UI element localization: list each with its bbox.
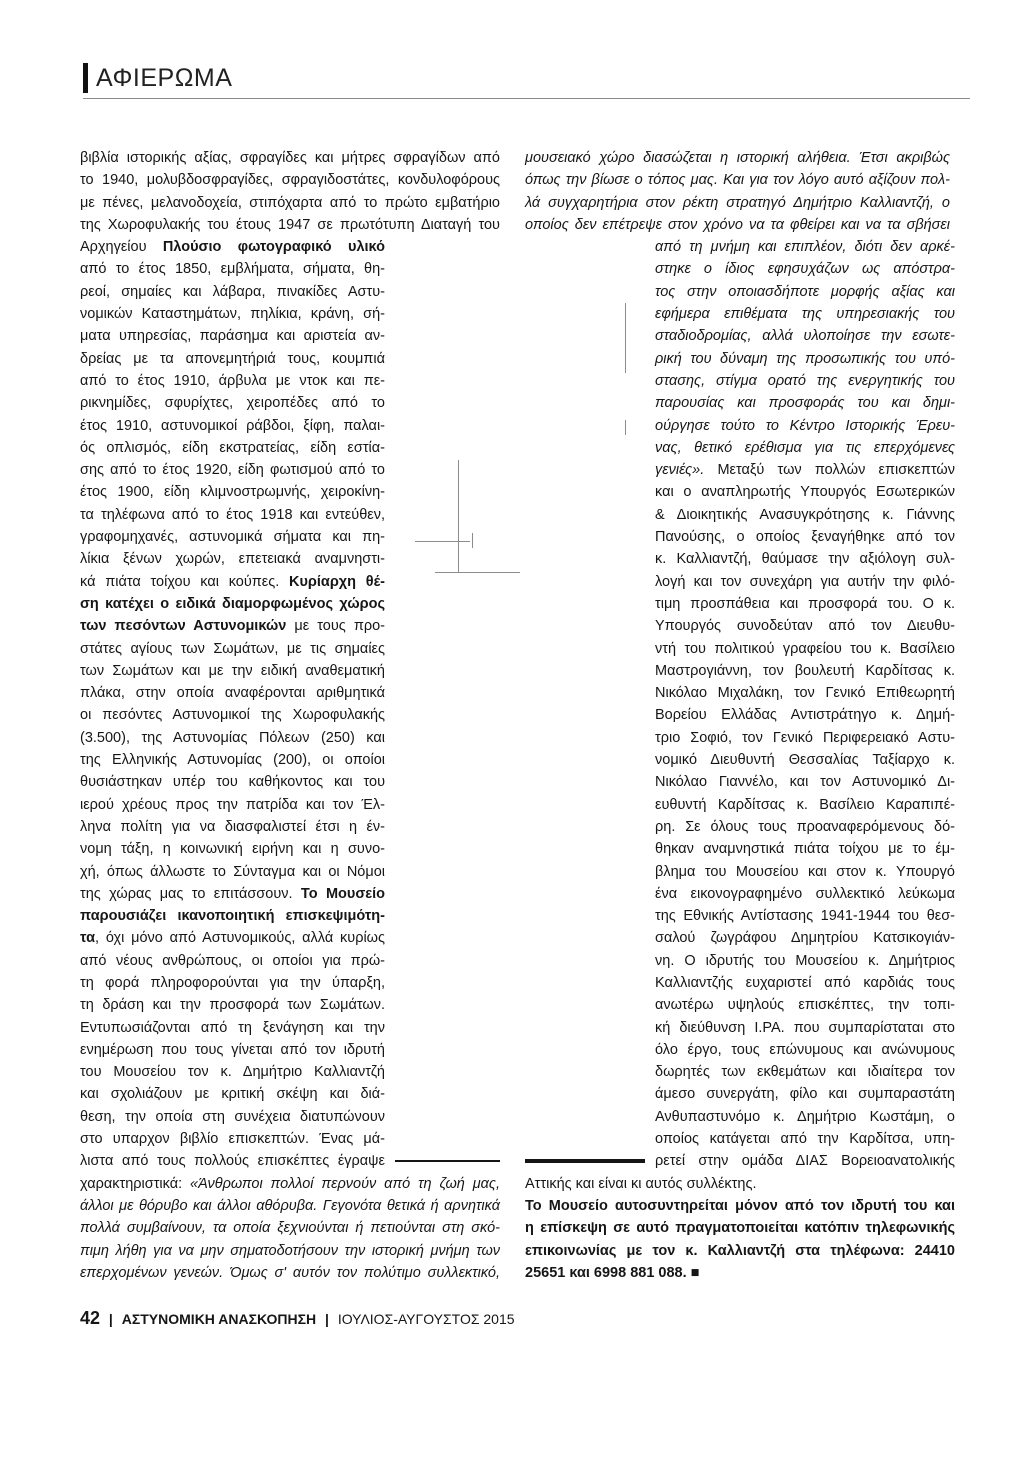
header-rule: [83, 98, 970, 99]
text-line: [655, 1017, 955, 1039]
text-line: [80, 972, 385, 994]
text-line: [80, 638, 385, 660]
line-text: το 1940, μολυβδοσφραγίδες, σφραγιδοστάτες, κονδυλοφόρους: [80, 172, 500, 189]
text-line: [80, 1173, 500, 1195]
photo-frame-rule: [395, 1160, 500, 1162]
line-text: με πένες, μελανοδοχεία, στιπόχαρτα από το πρώτο εμβατήριο: [80, 194, 500, 211]
line-text: νομικών Καταστημάτων, πηλίκια, κράνη, σή-: [80, 306, 385, 323]
text-line: [655, 972, 955, 994]
text-line: [80, 147, 500, 169]
line-text: & Διοικητικής Ανασυγκρότησης κ. Γιάννης: [655, 506, 955, 523]
text-line: [655, 236, 955, 258]
text-line: [655, 749, 955, 771]
text-line: [655, 1128, 955, 1150]
line-text: [655, 236, 955, 258]
text-line: [655, 481, 955, 503]
photo-frame-rule: [472, 533, 473, 548]
text-run: γενιές».: [655, 462, 705, 479]
line-text: έτος 1910, αστυνομικοί ράβδοι, ξίφη, παλαι-: [80, 417, 385, 434]
line-text: ένα εικονογραφημένο συλλεκτικό λεύκωμα: [655, 885, 955, 902]
line-text: έτος 1900, είδη κλιμνοστρωμνής, χειροκίνη-: [80, 484, 385, 501]
line-text: των Σωμάτων και με την ειδική αναθεματική: [80, 662, 385, 679]
text-run: παρουσιάζει ικανοποιητική επισκεψιμότη-: [80, 908, 385, 925]
text-run: παρουσίας και προσφοράς του και δημι-: [655, 395, 955, 412]
photo-frame-rule: [525, 1159, 645, 1163]
line-text: Νικόλαο Μιχαλάκη, τον Γενικό Επιθεωρητή: [655, 685, 955, 702]
text-run: στηκε ο ίδιος εφησυχάζων ως απόστρα-: [655, 261, 955, 278]
line-text: ευθυντή Καρδίτσας κ. Βασίλειο Καραπιπέ-: [655, 796, 955, 813]
text-run: στασης, στίγμα ορατό της ενεργητικής του: [655, 372, 955, 389]
line-text: [80, 1195, 500, 1217]
text-line: [655, 392, 955, 414]
text-line: [655, 727, 955, 749]
text-line: [655, 437, 955, 459]
line-text: [655, 392, 955, 414]
text-run: Αρχηγείου: [80, 239, 163, 256]
line-text: πλάκα, στην οποία αναφέρονται αριθμητικά: [80, 685, 385, 702]
line-text: της Ελληνικής Αστυνομίας (200), οι οποίοι: [80, 752, 385, 769]
line-text: ανωτέρω υψηλούς επισκέπτες, την τοπι-: [655, 997, 955, 1014]
text-line: [80, 571, 385, 593]
text-line: [80, 861, 385, 883]
line-text: χή, όπως άλλωστε το Σύνταγμα και οι Νόμοι: [80, 863, 385, 880]
text-line: [80, 348, 385, 370]
text-line: [655, 660, 955, 682]
line-text: όπως την βίωσε ο τόπος μας. Και για τον λόγο αυτό αξίζουν πολ-: [525, 172, 950, 189]
line-text: της Χωροφυλακής του έτους 1947 σε πρωτότυπη Διαταγή του: [80, 216, 500, 233]
text-line: [655, 303, 955, 325]
text-run: Πλούσιο φωτογραφικό υλικό: [162, 239, 385, 256]
line-text: τη φορά πληροφορούνται για την ύπαρξη,: [80, 974, 385, 991]
line-text: σης από το έτος 1920, είδη φωτισμού από το: [80, 462, 385, 479]
text-line: [655, 571, 955, 593]
text-run: άλλοι με θόρυβο και άλλοι αθόρυβα. Γεγονότα θετικά ή αρνητικά: [80, 1198, 500, 1215]
text-line: [80, 1128, 385, 1150]
text-run: τος στην οποιασδήποτε μορφής αξίας και: [655, 283, 955, 300]
line-text: Υπουργός συνοδεύταν από τον Διευθυ-: [655, 618, 955, 635]
line-text: κή διεύθυνση Ι.ΡΑ. που συμπαρίσταται στο: [655, 1019, 955, 1036]
line-text: Πανούσης, ο οποίος ξεναγήθηκε από τον: [655, 529, 955, 546]
text-line: [655, 1039, 955, 1061]
text-line: [655, 838, 955, 860]
text-run: , όχι μόνο από Αστυνομικούς, αλλά κυρίως: [94, 930, 385, 947]
text-line: [655, 771, 955, 793]
text-line: [80, 1217, 500, 1239]
text-line: [80, 950, 385, 972]
text-line: [655, 905, 955, 927]
text-line: [80, 771, 385, 793]
line-text: γραφομηχανές, αστυνομικά σήματα και πη-: [80, 529, 385, 546]
text-line: [655, 281, 955, 303]
line-text: νη. Ο ιδρυτής του Μουσείου κ. Δημήτριος: [655, 952, 955, 969]
text-run: πολλά συμβαίνουν, τα οποία ξεχνιούνται ή πετιούνται στη σκό-: [80, 1220, 500, 1237]
photo-frame-rule: [458, 460, 459, 572]
line-text: Καλλιαντζής ευχαριστεί από καρδιάς τους: [655, 974, 955, 991]
text-run: από τη μνήμη και επιπλέον, διότι δεν αρκέ-: [655, 239, 955, 256]
text-line: [655, 348, 955, 370]
text-line: [655, 1061, 955, 1083]
text-run: επερχομένων γενεών. Όμως σ' αυτόν τον πολύτιμο συλλεκτικό,: [80, 1264, 500, 1281]
text-line: [80, 214, 500, 236]
text-line: [80, 794, 385, 816]
text-line: [80, 236, 385, 258]
line-text: [655, 325, 955, 347]
photo-frame-rule: [625, 303, 626, 373]
line-text: η επίσκεψη σε αυτό πραγματοποιείται κατόπιν τηλεφωνικής: [525, 1220, 955, 1237]
line-text: [80, 615, 385, 637]
text-run: τα: [80, 930, 95, 947]
line-text: [655, 281, 955, 303]
text-line: [80, 526, 385, 548]
text-line: [80, 1039, 385, 1061]
text-run: με τους προ-: [286, 618, 385, 635]
text-line: [80, 459, 385, 481]
text-line: [655, 1150, 955, 1172]
text-run: «Άνθρωποι πολλοί περνούν από τη ζωή μας,: [190, 1175, 500, 1192]
text-line: [80, 1106, 385, 1128]
line-text: τιμη προσπάθεια και προσφορά του. Ο κ.: [655, 595, 955, 612]
text-line: [655, 1106, 955, 1128]
text-line: [80, 481, 385, 503]
text-line: [80, 258, 385, 280]
text-line: [80, 1262, 500, 1284]
line-text: 25651 και 6998 881 088. ■: [525, 1264, 700, 1281]
text-line: [80, 281, 385, 303]
line-text: [80, 593, 385, 615]
text-line: [80, 1083, 385, 1105]
text-line: [655, 794, 955, 816]
line-text: ματα υπηρεσίας, παράσημα και αριστεία αν-: [80, 328, 385, 345]
text-line: [80, 838, 385, 860]
line-text: σαλού ζωγράφου Δημητρίου Κατσικογιάν-: [655, 930, 955, 947]
text-line: [80, 593, 385, 615]
text-line: [80, 192, 500, 214]
text-run: των πεσόντων Αστυνομικών: [80, 618, 287, 635]
text-run: της χώρας μας το επιτάσσουν.: [80, 885, 301, 902]
line-text: μουσειακό χώρο διασώζεται η ιστορική αλήθεια. Έτσι ακριβώς: [525, 150, 950, 166]
text-line: [525, 214, 950, 236]
text-line: [525, 1240, 955, 1262]
page-number: 42: [80, 1308, 101, 1328]
line-text: δωρητές των εκθεμάτων και ιδιαίτερα τον: [655, 1064, 955, 1081]
line-text: ρικνημίδες, σφυρίχτες, χειροπέδες από το: [80, 395, 385, 412]
text-line: [655, 1083, 955, 1105]
text-run: ρική του δύναμη της προσωπικής του υπό-: [655, 350, 955, 367]
left-column-narrow-text: [80, 236, 385, 1172]
text-run: ση κατέχει ο ειδικά διαμορφωμένος χώρος: [80, 595, 385, 612]
text-run: κά πιάτα τοίχου και κούπες.: [80, 573, 290, 590]
line-text: στο υπαρχον βιβλίο επισκεπτών. Ένας μά-: [80, 1131, 385, 1148]
text-line: [525, 1217, 955, 1239]
line-text: [655, 370, 955, 392]
text-line: [655, 548, 955, 570]
text-line: [655, 950, 955, 972]
section-title: ΑΦΙΕΡΩΜΑ: [96, 64, 233, 92]
section-marker-bar: [83, 63, 88, 93]
line-text: στάτες αγίους των Σωμάτων, με τις σημαίες: [80, 640, 385, 657]
line-text: [655, 459, 955, 481]
text-line: [525, 169, 950, 191]
line-text: του Μουσείου τον κ. Δημήτριο Καλλιαντζή: [80, 1064, 385, 1081]
text-line: [655, 325, 955, 347]
line-text: θηκαν αναμνηστικά πιάτα τοίχου με το έμ-: [655, 841, 955, 858]
text-line: [525, 1262, 955, 1284]
line-text: επικοινωνίας με τον κ. Καλλιαντζή στα τηλέφωνα: 24410: [525, 1242, 955, 1259]
line-text: θυσιάστηκαν υπέρ του καθήκοντος και του: [80, 774, 385, 791]
line-text: οποίος κατάγεται από την Καρδίτσα, υπη-: [655, 1131, 955, 1148]
issue-date: ΙΟΥΛΙΟΣ-ΑΥΓΟΥΣΤΟΣ 2015: [337, 1311, 515, 1327]
line-text: [80, 571, 385, 593]
text-line: [80, 548, 385, 570]
text-line: [80, 905, 385, 927]
text-line: [80, 415, 385, 437]
line-text: Εντυπωσιάζονται από τη ξενάγηση και την: [80, 1019, 385, 1036]
line-text: Αττικής και είναι κι αυτός συλλέκτης.: [525, 1175, 757, 1192]
line-text: [655, 437, 955, 459]
text-line: [655, 459, 955, 481]
text-line: [655, 593, 955, 615]
line-text: νομη τάξη, η κοινωνική ειρήνη και η συνο-: [80, 841, 385, 858]
text-line: [525, 1195, 955, 1217]
line-text: [80, 236, 385, 258]
text-line: [80, 1061, 385, 1083]
text-run: Το Μουσείο: [300, 885, 385, 902]
text-line: [655, 883, 955, 905]
text-line: [80, 370, 385, 392]
text-line: [80, 1240, 500, 1262]
line-text: κ. Καλλιαντζή, θαύμασε την αξιόλογη συλ-: [655, 551, 955, 568]
text-line: [80, 1150, 385, 1172]
line-text: βιβλία ιστορικής αξίας, σφραγίδες και μήτρες σφραγίδων από: [80, 150, 500, 166]
line-text: λογή και τον συνεχάρη για αυτήν την φιλό-: [655, 573, 955, 590]
text-line: [80, 994, 385, 1016]
line-text: [80, 1262, 500, 1284]
text-line: [655, 994, 955, 1016]
text-line: [655, 638, 955, 660]
line-text: λά συγχαρητήρια στον ρέκτη στρατηγό Δημήτριο Καλλιαντζή, ο: [525, 194, 950, 211]
line-text: [80, 1217, 500, 1239]
text-line: [655, 861, 955, 883]
line-text: ιερού χρέους προς την πατρίδα και τον Έλ-: [80, 796, 385, 813]
line-text: δρείας με τα απονεμητήριά τους, κουμπιά: [80, 350, 385, 367]
line-text: ενημέρωση που τους γίνεται από τον ιδρυτή: [80, 1041, 385, 1058]
line-text: τα τηλέφωνα από το έτος 1918 και εντεύθεν,: [80, 506, 385, 523]
text-line: [80, 660, 385, 682]
text-line: [525, 192, 950, 214]
line-text: τριο Σοφιό, τον Γενικό Περιφερειακό Αστυ-: [655, 729, 955, 746]
line-text: ληνα πολίτη για να διασφαλιστεί έτσι η έν-: [80, 818, 385, 835]
text-line: [525, 1173, 950, 1195]
line-text: [655, 415, 955, 437]
line-text: [80, 1173, 500, 1195]
text-run: χαρακτηριστικά:: [80, 1175, 191, 1192]
line-text: νομικό Διευθυντή Θεσσαλίας Ταξίαρχο κ.: [655, 752, 955, 769]
publication-name: ΑΣΤΥΝΟΜΙΚΗ ΑΝΑΣΚΟΠΗΣΗ: [121, 1311, 317, 1327]
line-text: [655, 258, 955, 280]
line-text: Ανθυπαστυνόμο κ. Δημήτριο Κωστάμη, ο: [655, 1108, 955, 1125]
right-column-closing-text: [525, 1173, 950, 1195]
line-text: οι πεσόντες Αστυνομικοί της Χωροφυλακής: [80, 707, 385, 724]
right-column-top-text: [525, 147, 950, 236]
left-column-top-text: [80, 147, 500, 236]
line-text: ντή του πολιτικού γραφείου του κ. Βασίλειο: [655, 640, 955, 657]
line-text: λίκια ξένων χωρών, επετειακά αναμνηστι-: [80, 551, 385, 568]
photo-frame-rule: [625, 420, 626, 435]
text-line: [655, 504, 955, 526]
text-line: [655, 415, 955, 437]
footer-separator: |: [325, 1311, 329, 1327]
line-text: οποίος δεν επέτρεψε στον χρόνο να τα φθείρει και να τα σβήσει: [525, 216, 950, 233]
line-text: (3.500), της Αστυνομίας Πόλεων (250) και: [80, 729, 385, 746]
text-line: [80, 816, 385, 838]
line-text: Μαστρογιάννη, τον βουλευτή Καρδίτσας κ.: [655, 662, 955, 679]
text-run: ούργησε τούτο το Κέντρο Ιστορικής Έρευ-: [655, 417, 955, 434]
photo-frame-rule: [435, 572, 520, 573]
text-line: [80, 1017, 385, 1039]
line-text: [80, 927, 385, 949]
text-line: [655, 526, 955, 548]
footer-separator: |: [108, 1311, 113, 1327]
text-line: [655, 704, 955, 726]
text-run: εφήμερα επιθέματα της υπηρεσιακής του: [655, 306, 955, 323]
text-line: [80, 615, 385, 637]
line-text: από το έτος 1910, άρβυλα με ντοκ και πε-: [80, 372, 385, 389]
line-text: [80, 883, 385, 905]
text-line: [80, 1195, 500, 1217]
line-text: βλημα του Μουσείου και στον κ. Υπουργό: [655, 863, 955, 880]
line-text: λιστα από τους πολλούς επισκέπτες έγραψε: [80, 1153, 385, 1170]
line-text: ρεοί, σημαίες και λάβαρα, πινακίδες Αστυ-: [80, 283, 385, 300]
line-text: [655, 303, 955, 325]
line-text: της Εθνικής Αντίστασης 1941-1944 του θεσ-: [655, 908, 955, 925]
text-line: [80, 927, 385, 949]
text-line: [655, 927, 955, 949]
text-line: [80, 749, 385, 771]
line-text: από το έτος 1850, εμβλήματα, σήματα, θη-: [80, 261, 385, 278]
text-line: [80, 392, 385, 414]
line-text: όλο έργο, τους επώνυμους και ανώνυμους: [655, 1041, 955, 1058]
line-text: Το Μουσείο αυτοσυντηρείται μόνον από τον ιδρυτή του και: [525, 1198, 955, 1215]
left-column-bottom-text: [80, 1173, 500, 1284]
text-line: [80, 682, 385, 704]
text-line: [80, 504, 385, 526]
text-run: πιμη λήθη για να μην σηματοδοτήσουν την ιστορική μνήμη των: [80, 1242, 500, 1259]
text-run: νας, θετικό ερέθισμα για τις επερχόμενες: [655, 439, 955, 456]
line-text: Νικόλαο Γιαννέλο, και τον Αστυνομικό Δι-: [655, 774, 955, 791]
right-column-narrow-text: [655, 236, 955, 1172]
text-line: [655, 258, 955, 280]
text-run: Κυρίαρχη θέ-: [289, 573, 385, 590]
text-line: [525, 147, 950, 169]
line-text: [80, 1240, 500, 1262]
line-text: ός οπλισμός, είδη εκστρατείας, είδη εστία-: [80, 439, 385, 456]
line-text: [655, 348, 955, 370]
text-line: [80, 727, 385, 749]
line-text: και σχολιάζουν με κριτική σκέψη και διά-: [80, 1086, 385, 1103]
line-text: Βορείου Ελλάδας Αντιστράτηγο κ. Δημή-: [655, 707, 955, 724]
text-line: [80, 883, 385, 905]
text-run: Μεταξύ των πολλών επισκεπτών: [704, 462, 955, 479]
text-line: [80, 169, 500, 191]
museum-contact-info: [525, 1195, 955, 1284]
text-run: σταδιοδρομίας, αλλά υλοποίησε την εσωτε-: [655, 328, 955, 345]
text-line: [655, 816, 955, 838]
photo-frame-rule: [415, 541, 470, 542]
page-footer: [80, 1305, 515, 1332]
line-text: ρετεί στην ομάδα ΔΙΑΣ Βορειοανατολικής: [655, 1153, 955, 1170]
line-text: θεση, την οποία στη συνέχεια διατυπώνουν: [80, 1108, 385, 1125]
text-line: [80, 303, 385, 325]
line-text: [80, 905, 385, 927]
text-line: [80, 437, 385, 459]
line-text: τη δράση και την προσφορά των Σωμάτων.: [80, 997, 385, 1014]
line-text: από νέους ανθρώπους, οι οποίοι για πρώ-: [80, 952, 385, 969]
text-line: [655, 370, 955, 392]
line-text: και ο αναπληρωτής Υπουργός Εσωτερικών: [655, 484, 955, 501]
line-text: άμεσο συνεργάτη, φίλο και συμπαραστάτη: [655, 1086, 955, 1103]
text-line: [80, 325, 385, 347]
line-text: ρη. Σε όλους τους προαναφερόμενους δό-: [655, 818, 955, 835]
text-line: [655, 682, 955, 704]
text-line: [80, 704, 385, 726]
text-line: [655, 615, 955, 637]
